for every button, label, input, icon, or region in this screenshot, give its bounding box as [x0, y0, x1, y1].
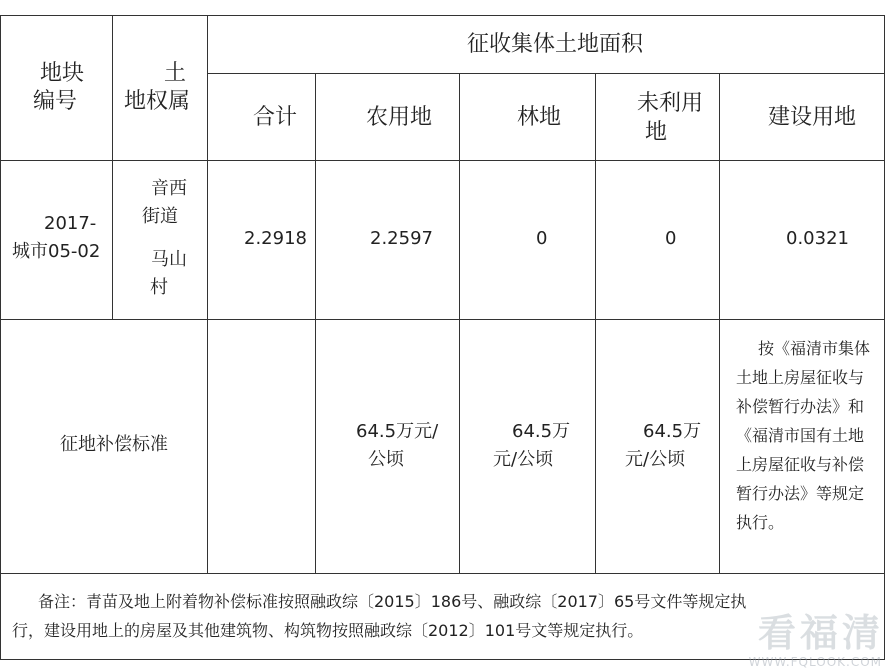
- row1-unused: 0: [665, 228, 677, 249]
- rule-top: [0, 15, 885, 16]
- row2-unused-line2: 元/公顷: [625, 449, 686, 470]
- rule-header-bottom: [0, 160, 885, 161]
- row2-construction: 按《福清市集体土地上房屋征收与补偿暂行办法》和《福清市国有土地上房屋征收与补偿暂行办法》等规定执行。: [736, 339, 871, 532]
- row1-forest: 0: [536, 228, 548, 249]
- note-line2: 行，建设用地上的房屋及其他建筑物、构筑物按照融政综〔2012〕101号文等规定执行。: [12, 621, 644, 640]
- row2-forest-line1: 64.5万: [512, 421, 571, 442]
- header-ownership-line1: 土: [164, 61, 187, 86]
- watermark-url: WWW.FQLOOK.COM: [748, 655, 882, 669]
- rule-row2-bottom: [0, 573, 885, 574]
- row2-unused-line1: 64.5万: [643, 421, 702, 442]
- rule-subheader: [207, 73, 885, 74]
- rule-col4: [459, 73, 460, 573]
- rule-col5: [595, 73, 596, 573]
- row2-farmland-line2: 公顷: [368, 449, 404, 470]
- header-ownership-line2: 地权属: [124, 89, 191, 114]
- rule-col6: [719, 73, 720, 573]
- row1-ownership-line4: 村: [150, 277, 168, 298]
- rule-row1-bottom: [0, 319, 885, 320]
- header-plot-no-line1: 地块: [40, 61, 85, 86]
- rule-col2: [207, 15, 208, 573]
- watermark-logo: 看福清: [757, 611, 884, 655]
- note-line1: 备注：青苗及地上附着物补偿标准按照融政综〔2015〕186号、融政综〔2017〕65号文件等规定执: [38, 592, 747, 611]
- row1-ownership-line2: 街道: [142, 206, 178, 227]
- rule-left: [0, 15, 1, 660]
- row1-total: 2.2918: [244, 228, 307, 249]
- header-plot-no-line2: 编号: [33, 89, 78, 114]
- row1-construction: 0.0321: [786, 228, 849, 249]
- row1-farmland: 2.2597: [370, 228, 433, 249]
- header-construction: 建设用地: [768, 105, 857, 130]
- row1-ownership-line3: 马山: [151, 249, 187, 270]
- row1-ownership-line1: 音西: [151, 178, 187, 199]
- rule-col3: [315, 73, 316, 573]
- row1-plot-no-line2: 城市05-02: [12, 241, 101, 262]
- row2-forest-line2: 元/公顷: [493, 449, 554, 470]
- row2-farmland-line1: 64.5万元/: [356, 421, 439, 442]
- header-unused-line1: 未利用: [637, 91, 704, 116]
- header-forest: 林地: [517, 105, 562, 130]
- header-unused-line2: 地: [645, 120, 668, 145]
- rule-col1: [112, 15, 113, 319]
- rule-right: [884, 15, 885, 660]
- header-total: 合计: [253, 105, 298, 130]
- header-farmland: 农用地: [366, 105, 433, 130]
- row1-plot-no-line1: 2017-: [44, 213, 97, 234]
- header-group-title: 征收集体土地面积: [467, 32, 644, 57]
- row2-label: 征地补偿标准: [60, 434, 168, 455]
